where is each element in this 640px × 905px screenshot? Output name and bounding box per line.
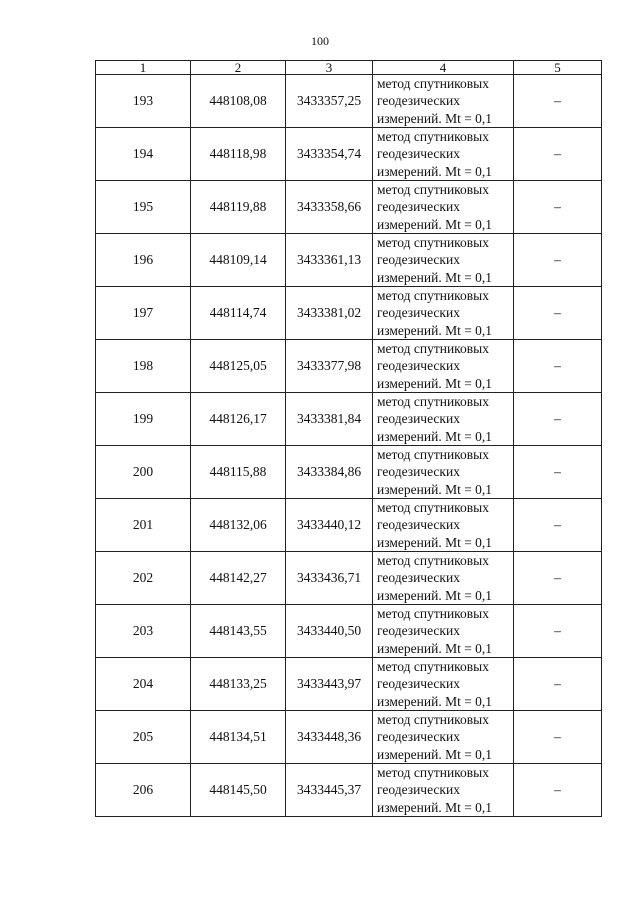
method-line: метод спутниковых: [377, 659, 489, 675]
method-line: метод спутниковых: [377, 500, 489, 516]
y-coordinate-cell: 3433440,50: [286, 605, 373, 658]
method-cell: [373, 234, 514, 287]
method-line: геодезических: [377, 411, 460, 427]
method-line: метод спутниковых: [377, 341, 489, 357]
x-coordinate-cell: 448143,55: [191, 605, 286, 658]
x-coordinate-cell: 448108,08: [191, 75, 286, 128]
note-cell: –: [514, 128, 602, 181]
note-cell: –: [514, 552, 602, 605]
x-coordinate-cell: 448118,98: [191, 128, 286, 181]
table-row: [96, 764, 602, 817]
note-cell: –: [514, 393, 602, 446]
x-coordinate-cell: 448109,14: [191, 234, 286, 287]
column-header-3: 3: [286, 61, 373, 75]
method-line: измерений. Mt = 0,1: [377, 322, 493, 338]
header-row: [96, 61, 602, 75]
x-coordinate-cell: 448115,88: [191, 446, 286, 499]
method-line: геодезических: [377, 305, 460, 321]
x-coordinate-cell: 448133,25: [191, 658, 286, 711]
method-line: измерений. Mt = 0,1: [377, 481, 493, 497]
point-number-cell: 198: [96, 340, 191, 393]
y-coordinate-cell: 3433445,37: [286, 764, 373, 817]
method-cell: [373, 658, 514, 711]
y-coordinate-cell: 3433377,98: [286, 340, 373, 393]
point-number-cell: 205: [96, 711, 191, 764]
coordinates-table: [95, 60, 602, 817]
method-line: геодезических: [377, 464, 460, 480]
x-coordinate-cell: 448134,51: [191, 711, 286, 764]
note-cell: –: [514, 499, 602, 552]
column-header-5: 5: [514, 61, 602, 75]
note-cell: –: [514, 181, 602, 234]
method-cell: [373, 605, 514, 658]
point-number-cell: 194: [96, 128, 191, 181]
method-line: измерений. Mt = 0,1: [377, 269, 493, 285]
method-cell: [373, 287, 514, 340]
y-coordinate-cell: 3433436,71: [286, 552, 373, 605]
method-line: геодезических: [377, 358, 460, 374]
method-line: метод спутниковых: [377, 129, 489, 145]
y-coordinate-cell: 3433354,74: [286, 128, 373, 181]
note-cell: –: [514, 605, 602, 658]
method-line: метод спутниковых: [377, 76, 489, 92]
method-line: геодезических: [377, 199, 460, 215]
note-cell: –: [514, 764, 602, 817]
method-line: измерений. Mt = 0,1: [377, 428, 493, 444]
point-number-cell: 203: [96, 605, 191, 658]
method-line: геодезических: [377, 146, 460, 162]
point-number-cell: 199: [96, 393, 191, 446]
y-coordinate-cell: 3433384,86: [286, 446, 373, 499]
table-row: [96, 393, 602, 446]
method-line: метод спутниковых: [377, 394, 489, 410]
method-line: измерений. Mt = 0,1: [377, 375, 493, 391]
x-coordinate-cell: 448114,74: [191, 287, 286, 340]
y-coordinate-cell: 3433381,02: [286, 287, 373, 340]
x-coordinate-cell: 448125,05: [191, 340, 286, 393]
y-coordinate-cell: 3433358,66: [286, 181, 373, 234]
method-line: измерений. Mt = 0,1: [377, 163, 493, 179]
method-line: геодезических: [377, 252, 460, 268]
method-line: метод спутниковых: [377, 606, 489, 622]
table-row: [96, 658, 602, 711]
point-number-cell: 204: [96, 658, 191, 711]
x-coordinate-cell: 448132,06: [191, 499, 286, 552]
table-row: [96, 287, 602, 340]
note-cell: –: [514, 446, 602, 499]
method-cell: [373, 181, 514, 234]
method-line: измерений. Mt = 0,1: [377, 216, 493, 232]
method-cell: [373, 128, 514, 181]
table-row: [96, 552, 602, 605]
x-coordinate-cell: 448145,50: [191, 764, 286, 817]
table-row: [96, 446, 602, 499]
note-cell: –: [514, 711, 602, 764]
point-number-cell: 193: [96, 75, 191, 128]
method-line: геодезических: [377, 93, 460, 109]
method-line: геодезических: [377, 676, 460, 692]
method-line: геодезических: [377, 570, 460, 586]
point-number-cell: 196: [96, 234, 191, 287]
point-number-cell: 202: [96, 552, 191, 605]
x-coordinate-cell: 448126,17: [191, 393, 286, 446]
point-number-cell: 195: [96, 181, 191, 234]
method-cell: [373, 764, 514, 817]
note-cell: –: [514, 75, 602, 128]
method-line: метод спутниковых: [377, 235, 489, 251]
table-row: [96, 499, 602, 552]
table-row: [96, 128, 602, 181]
method-line: измерений. Mt = 0,1: [377, 693, 493, 709]
y-coordinate-cell: 3433361,13: [286, 234, 373, 287]
y-coordinate-cell: 3433381,84: [286, 393, 373, 446]
method-line: метод спутниковых: [377, 765, 489, 781]
x-coordinate-cell: 448119,88: [191, 181, 286, 234]
note-cell: –: [514, 234, 602, 287]
method-line: метод спутниковых: [377, 447, 489, 463]
point-number-cell: 206: [96, 764, 191, 817]
point-number-cell: 197: [96, 287, 191, 340]
note-cell: –: [514, 658, 602, 711]
y-coordinate-cell: 3433443,97: [286, 658, 373, 711]
method-line: измерений. Mt = 0,1: [377, 534, 493, 550]
point-number-cell: 200: [96, 446, 191, 499]
method-line: измерений. Mt = 0,1: [377, 110, 493, 126]
method-line: метод спутниковых: [377, 182, 489, 198]
y-coordinate-cell: 3433440,12: [286, 499, 373, 552]
page-number: 100: [311, 34, 329, 48]
method-line: измерений. Mt = 0,1: [377, 587, 493, 603]
column-header-4: 4: [373, 61, 514, 75]
note-cell: –: [514, 340, 602, 393]
method-cell: [373, 393, 514, 446]
table-row: [96, 234, 602, 287]
y-coordinate-cell: 3433448,36: [286, 711, 373, 764]
method-cell: [373, 552, 514, 605]
column-header-2: 2: [191, 61, 286, 75]
method-cell: [373, 711, 514, 764]
method-line: измерений. Mt = 0,1: [377, 746, 493, 762]
method-line: метод спутниковых: [377, 288, 489, 304]
method-line: геодезических: [377, 623, 460, 639]
table-row: [96, 605, 602, 658]
table-row: [96, 711, 602, 764]
method-line: метод спутниковых: [377, 712, 489, 728]
x-coordinate-cell: 448142,27: [191, 552, 286, 605]
method-line: метод спутниковых: [377, 553, 489, 569]
method-line: геодезических: [377, 517, 460, 533]
point-number-cell: 201: [96, 499, 191, 552]
y-coordinate-cell: 3433357,25: [286, 75, 373, 128]
table-row: [96, 75, 602, 128]
method-line: геодезических: [377, 782, 460, 798]
method-cell: [373, 499, 514, 552]
note-cell: –: [514, 287, 602, 340]
method-line: геодезических: [377, 729, 460, 745]
method-cell: [373, 446, 514, 499]
method-cell: [373, 75, 514, 128]
method-line: измерений. Mt = 0,1: [377, 640, 493, 656]
method-cell: [373, 340, 514, 393]
table-row: [96, 181, 602, 234]
column-header-1: 1: [96, 61, 191, 75]
table-row: [96, 340, 602, 393]
method-line: измерений. Mt = 0,1: [377, 799, 493, 815]
